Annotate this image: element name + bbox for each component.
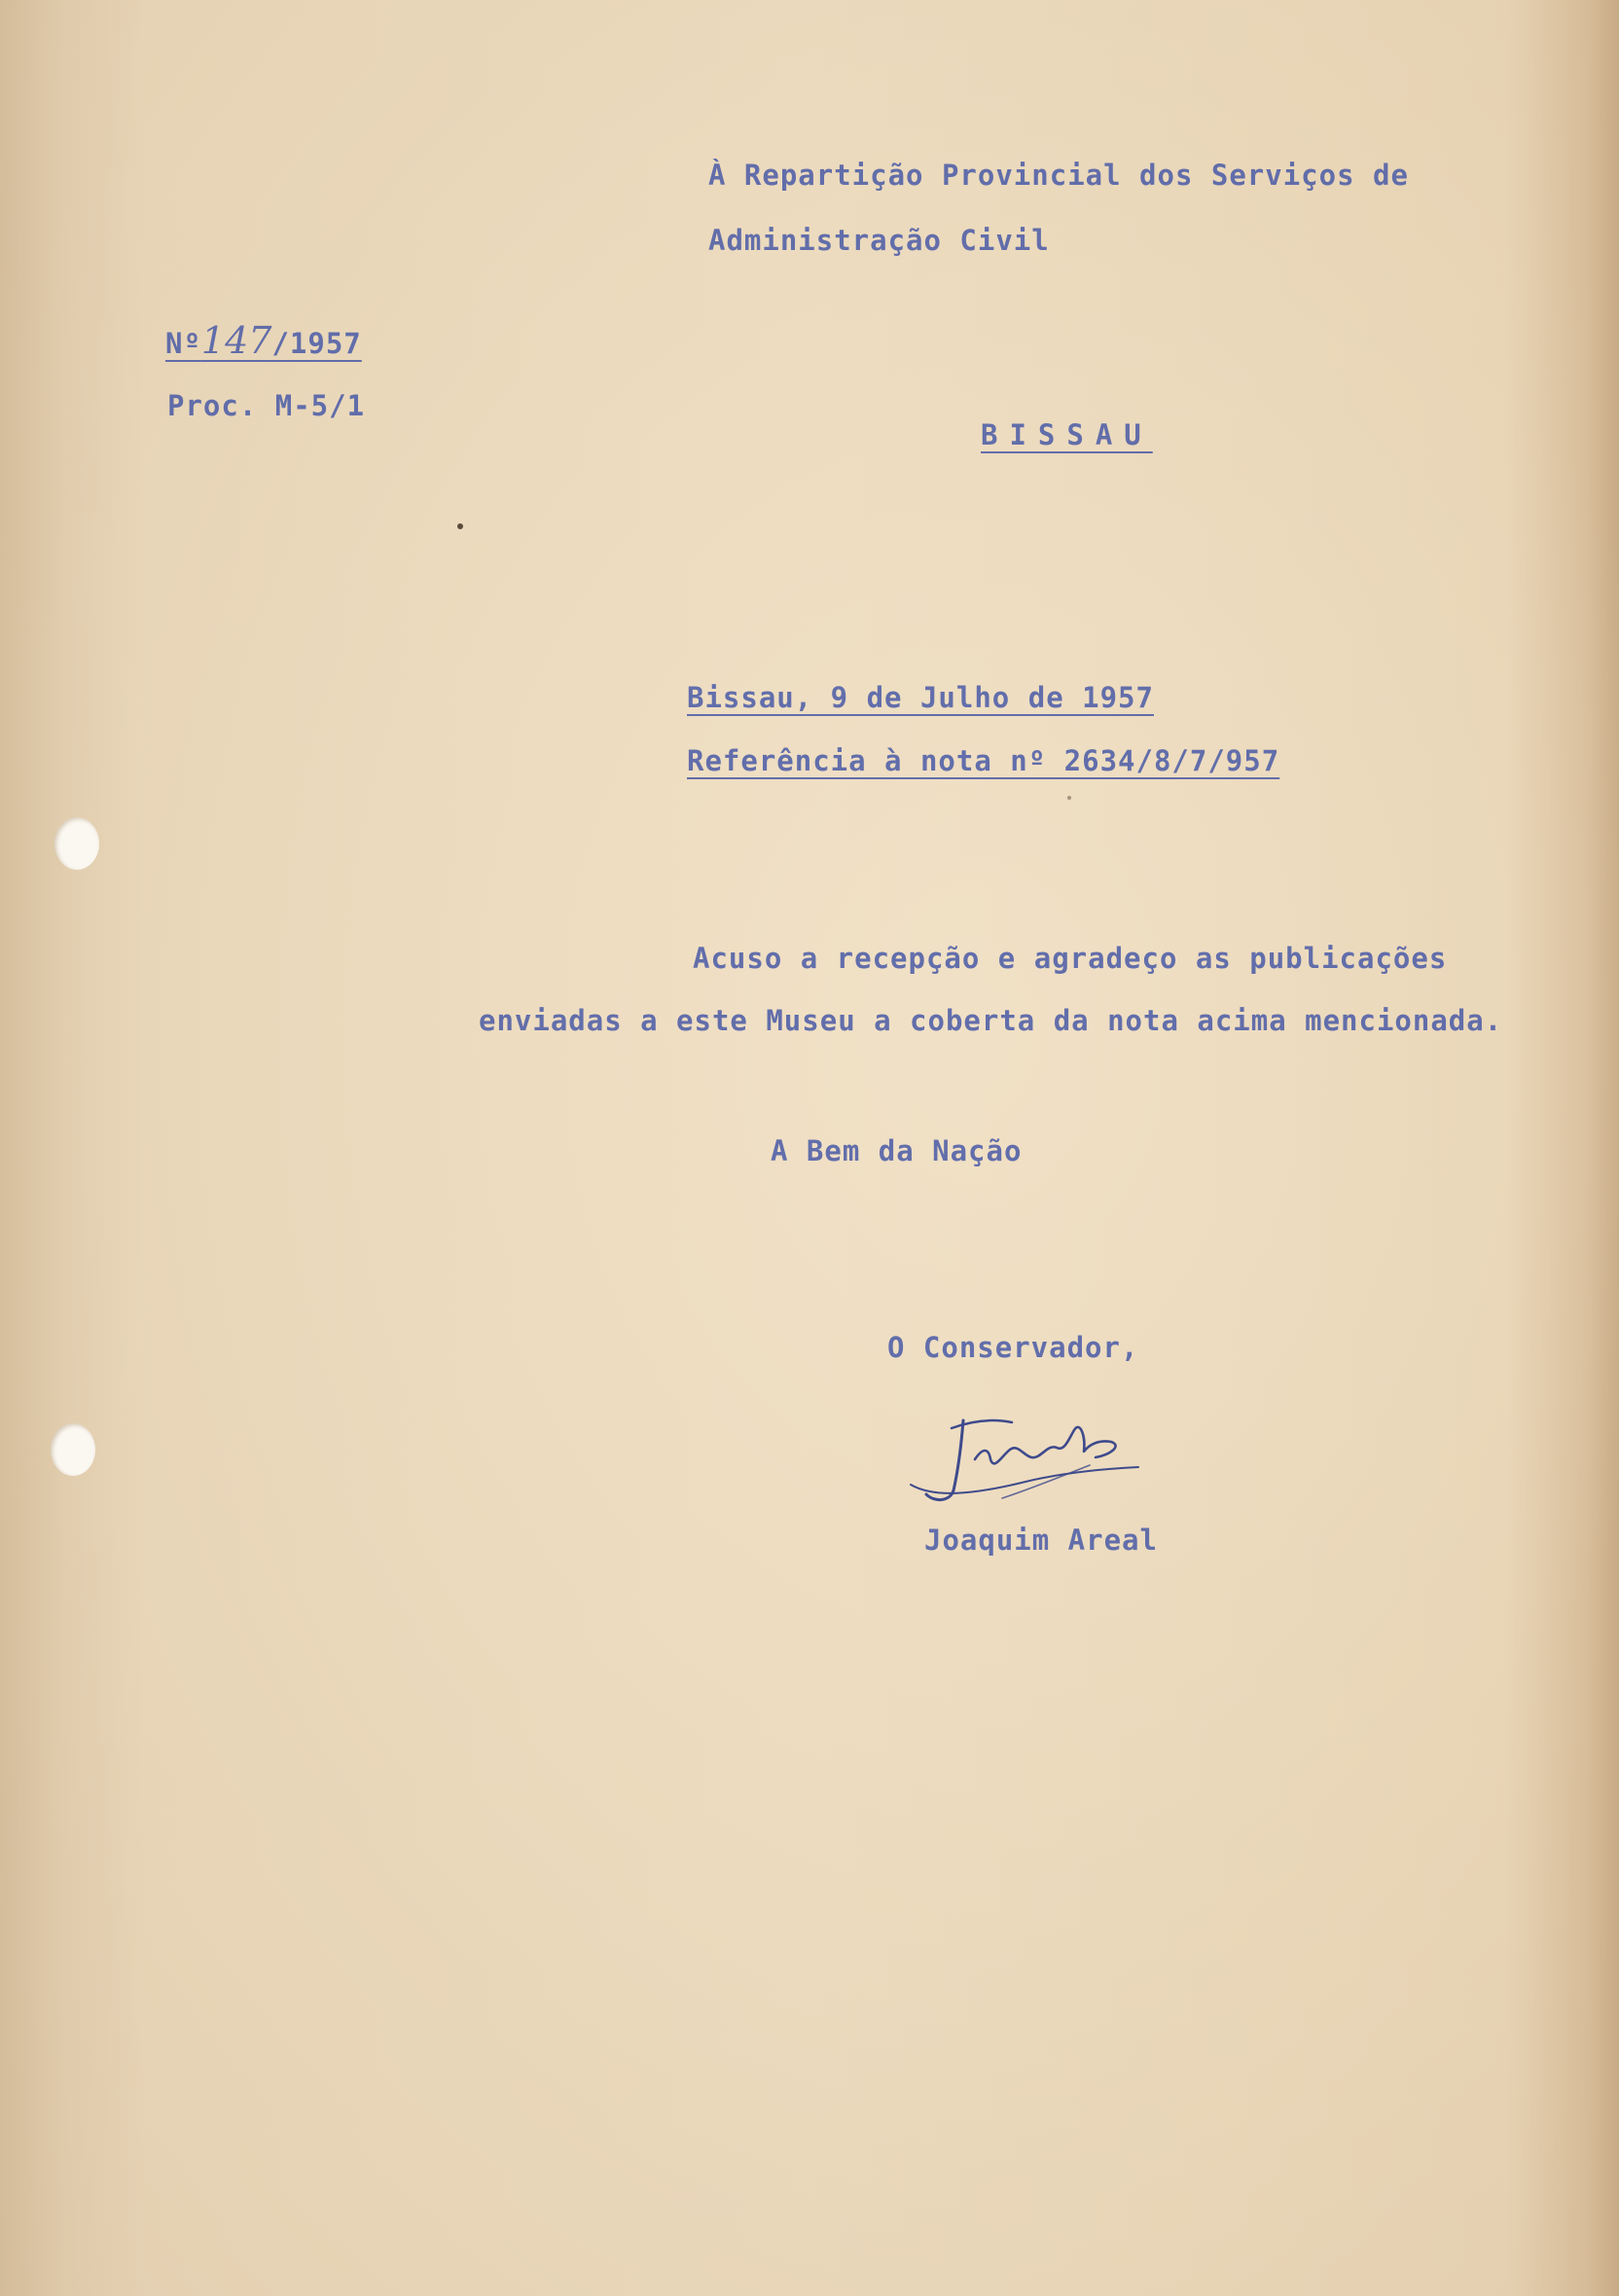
handwritten-signature bbox=[905, 1401, 1177, 1518]
body-line-1: Acuso a recepção e agradeço as publicações bbox=[693, 942, 1448, 975]
reference-prefix: Nº bbox=[165, 327, 201, 360]
note-reference-line: Referência à nota nº 2634/8/7/957 bbox=[687, 744, 1280, 777]
ink-speck bbox=[1067, 796, 1071, 800]
signatory-name: Joaquim Areal bbox=[924, 1524, 1158, 1557]
reference-year: /1957 bbox=[271, 327, 362, 360]
date-line: Bissau, 9 de Julho de 1957 bbox=[687, 681, 1154, 714]
signatory-title: O Conservador, bbox=[887, 1331, 1139, 1364]
body-line-2: enviadas a este Museu a coberta da nota acima mencionada. bbox=[479, 1004, 1503, 1037]
addressee-line-2: Administração Civil bbox=[708, 224, 1050, 257]
punch-hole-top bbox=[54, 817, 99, 870]
ink-speck bbox=[457, 523, 463, 529]
closing-salutation: A Bem da Nação bbox=[771, 1134, 1023, 1167]
reference-handwritten-number: 147 bbox=[200, 319, 272, 362]
reference-number bbox=[165, 319, 362, 362]
punch-hole-bottom bbox=[51, 1423, 95, 1476]
addressee-line-1: À Repartição Provincial dos Serviços de bbox=[708, 159, 1409, 192]
city-heading: BISSAU bbox=[981, 418, 1153, 451]
paper-edge-shading bbox=[0, 0, 146, 2296]
process-reference: Proc. M-5/1 bbox=[167, 389, 366, 422]
